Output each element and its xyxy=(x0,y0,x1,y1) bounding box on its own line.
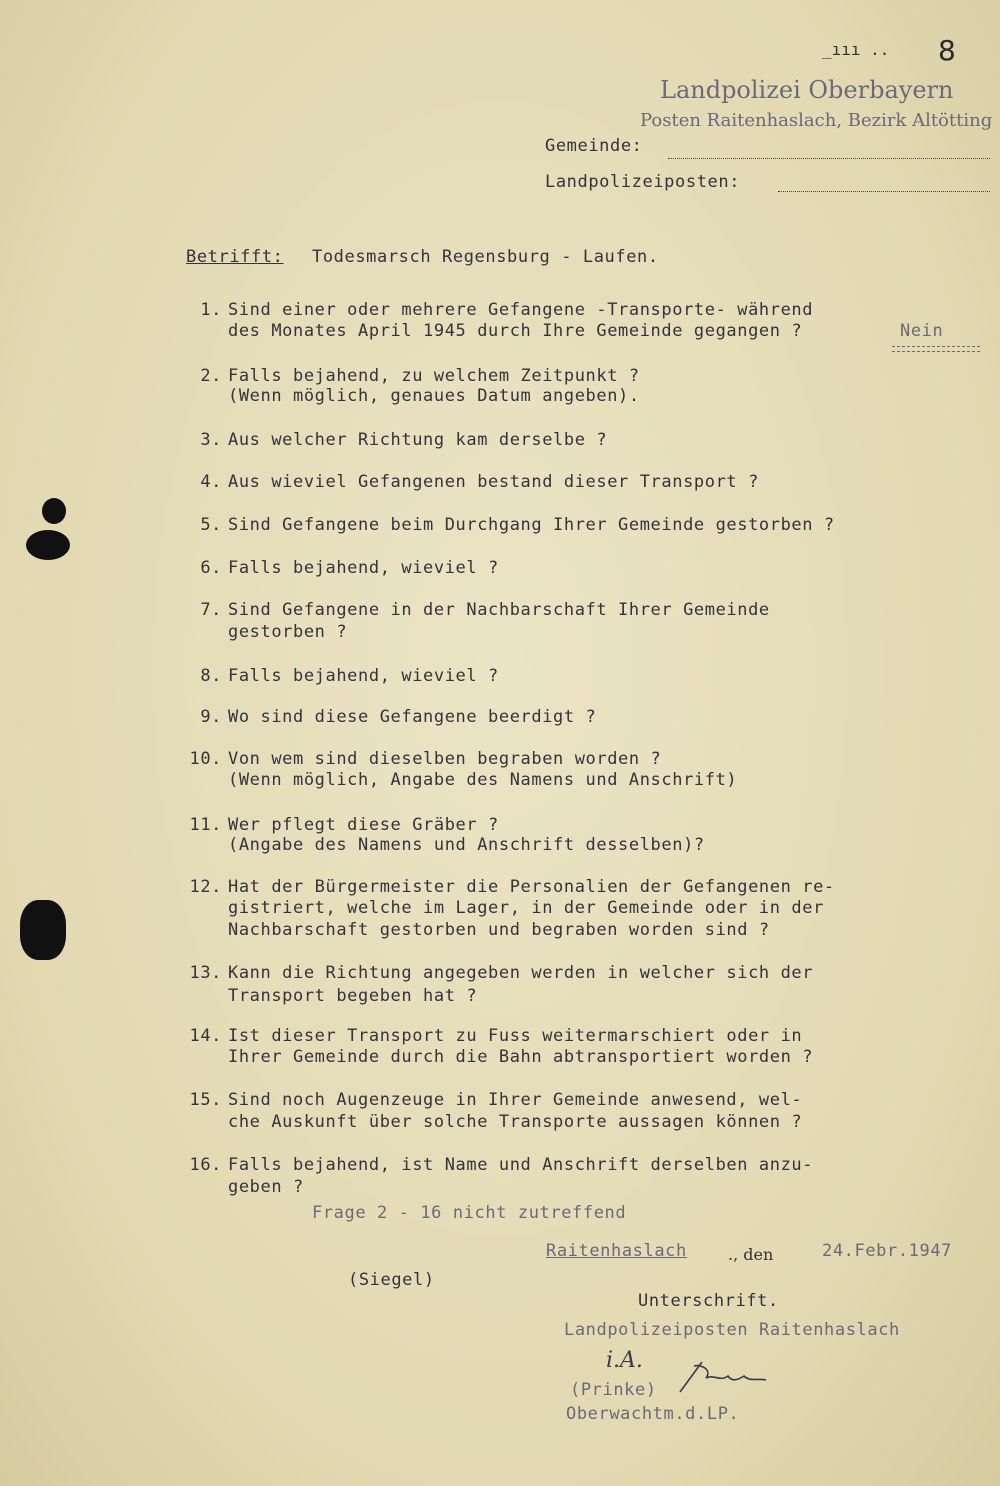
question-line: Aus welcher Richtung kam derselbe ? xyxy=(228,430,608,450)
question-number: 3. xyxy=(200,430,222,450)
question-line: Wer pflegt diese Gräber ? xyxy=(228,815,499,835)
page-marker: _ııı .. xyxy=(822,40,890,59)
question-line: gistriert, welche im Lager, in der Gemeinde oder in der xyxy=(228,898,824,918)
question-line: Sind noch Augenzeuge in Ihrer Gemeinde anwesend, wel- xyxy=(228,1090,803,1110)
question-line: des Monates April 1945 durch Ihre Gemeinde gegangen ? xyxy=(228,321,803,341)
question-number: 12. xyxy=(189,877,222,897)
page-number: 8 xyxy=(938,34,956,67)
date-connector: ., den xyxy=(728,1245,774,1264)
question-line: (Wenn möglich, genaues Datum angeben). xyxy=(228,386,640,406)
question-number: 5. xyxy=(200,515,222,535)
question-line: Aus wieviel Gefangenen bestand dieser Transport ? xyxy=(228,472,759,492)
question-number: 15. xyxy=(189,1090,222,1110)
question-line: Falls bejahend, zu welchem Zeitpunkt ? xyxy=(228,366,640,386)
date: 24.Febr.1947 xyxy=(822,1241,953,1261)
question-number: 14. xyxy=(189,1026,222,1046)
question-number: 8. xyxy=(200,666,222,686)
question-line: (Angabe des Namens und Anschrift desselben)? xyxy=(228,835,705,855)
question-number: 11. xyxy=(189,815,222,835)
signature-name: (Prinke) xyxy=(570,1380,657,1400)
question-line: Ihrer Gemeinde durch die Bahn abtransportiert worden ? xyxy=(228,1047,814,1067)
question-number: 2. xyxy=(200,366,222,386)
seal-label: (Siegel) xyxy=(348,1270,435,1290)
question-line: Transport begeben hat ? xyxy=(228,986,478,1006)
question-line: Kann die Richtung angegeben werden in welcher sich der xyxy=(228,963,814,983)
answer-note: Frage 2 - 16 nicht zutreffend xyxy=(312,1203,627,1223)
stamp-line-2: Posten Raitenhaslach, Bezirk Altötting xyxy=(640,110,993,131)
gemeinde-label: Gemeinde: xyxy=(545,136,643,156)
question-number: 6. xyxy=(200,558,222,578)
question-line: Sind einer oder mehrere Gefangene -Transporte- während xyxy=(228,300,814,320)
question-number: 7. xyxy=(200,600,222,620)
signature-rank: Oberwachtm.d.LP. xyxy=(566,1404,740,1424)
signature-ia: i.A. xyxy=(606,1348,643,1373)
question-number: 4. xyxy=(200,472,222,492)
question-line: che Auskunft über solche Transporte aussagen können ? xyxy=(228,1112,803,1132)
question-line: Hat der Bürgermeister die Personalien der Gefangenen re- xyxy=(228,877,835,897)
question-line: Ist dieser Transport zu Fuss weitermarschiert oder in xyxy=(228,1026,803,1046)
landpolizeiposten-field-line xyxy=(778,191,990,192)
question-line: Nachbarschaft gestorben und begraben worden sind ? xyxy=(228,920,770,940)
question-number: 13. xyxy=(189,963,222,983)
question-line: gestorben ? xyxy=(228,622,348,642)
question-answer: Nein xyxy=(900,321,944,341)
question-line: Falls bejahend, ist Name und Anschrift derselben anzu- xyxy=(228,1155,814,1175)
question-line: Sind Gefangene in der Nachbarschaft Ihrer Gemeinde xyxy=(228,600,770,620)
signature-label: Unterschrift. xyxy=(638,1291,779,1311)
binder-mark xyxy=(20,900,66,960)
subject-text: Todesmarsch Regensburg - Laufen. xyxy=(312,247,659,267)
answer-underline xyxy=(892,346,980,347)
subject-label: Betrifft: xyxy=(186,247,284,267)
question-line: geben ? xyxy=(228,1177,304,1197)
question-number: 1. xyxy=(200,300,222,320)
punch-hole-top xyxy=(42,498,66,524)
gemeinde-field-line xyxy=(668,158,990,159)
question-number: 9. xyxy=(200,707,222,727)
handwritten-signature xyxy=(672,1352,772,1398)
question-line: Von wem sind dieselben begraben worden ? xyxy=(228,749,662,769)
signature-office: Landpolizeiposten Raitenhaslach xyxy=(564,1320,900,1340)
question-line: Wo sind diese Gefangene beerdigt ? xyxy=(228,707,597,727)
punch-hole-mid xyxy=(26,530,70,560)
question-number: 10. xyxy=(189,749,222,769)
landpolizeiposten-label: Landpolizeiposten: xyxy=(545,172,741,192)
answer-underline xyxy=(892,351,980,352)
stamp-line-1: Landpolizei Oberbayern xyxy=(660,76,954,104)
question-line: Falls bejahend, wieviel ? xyxy=(228,666,499,686)
question-line: Sind Gefangene beim Durchgang Ihrer Gemeinde gestorben ? xyxy=(228,515,835,535)
question-line: (Wenn möglich, Angabe des Namens und Anschrift) xyxy=(228,770,738,790)
question-number: 16. xyxy=(189,1155,222,1175)
place: Raitenhaslach xyxy=(546,1241,687,1261)
question-line: Falls bejahend, wieviel ? xyxy=(228,558,499,578)
